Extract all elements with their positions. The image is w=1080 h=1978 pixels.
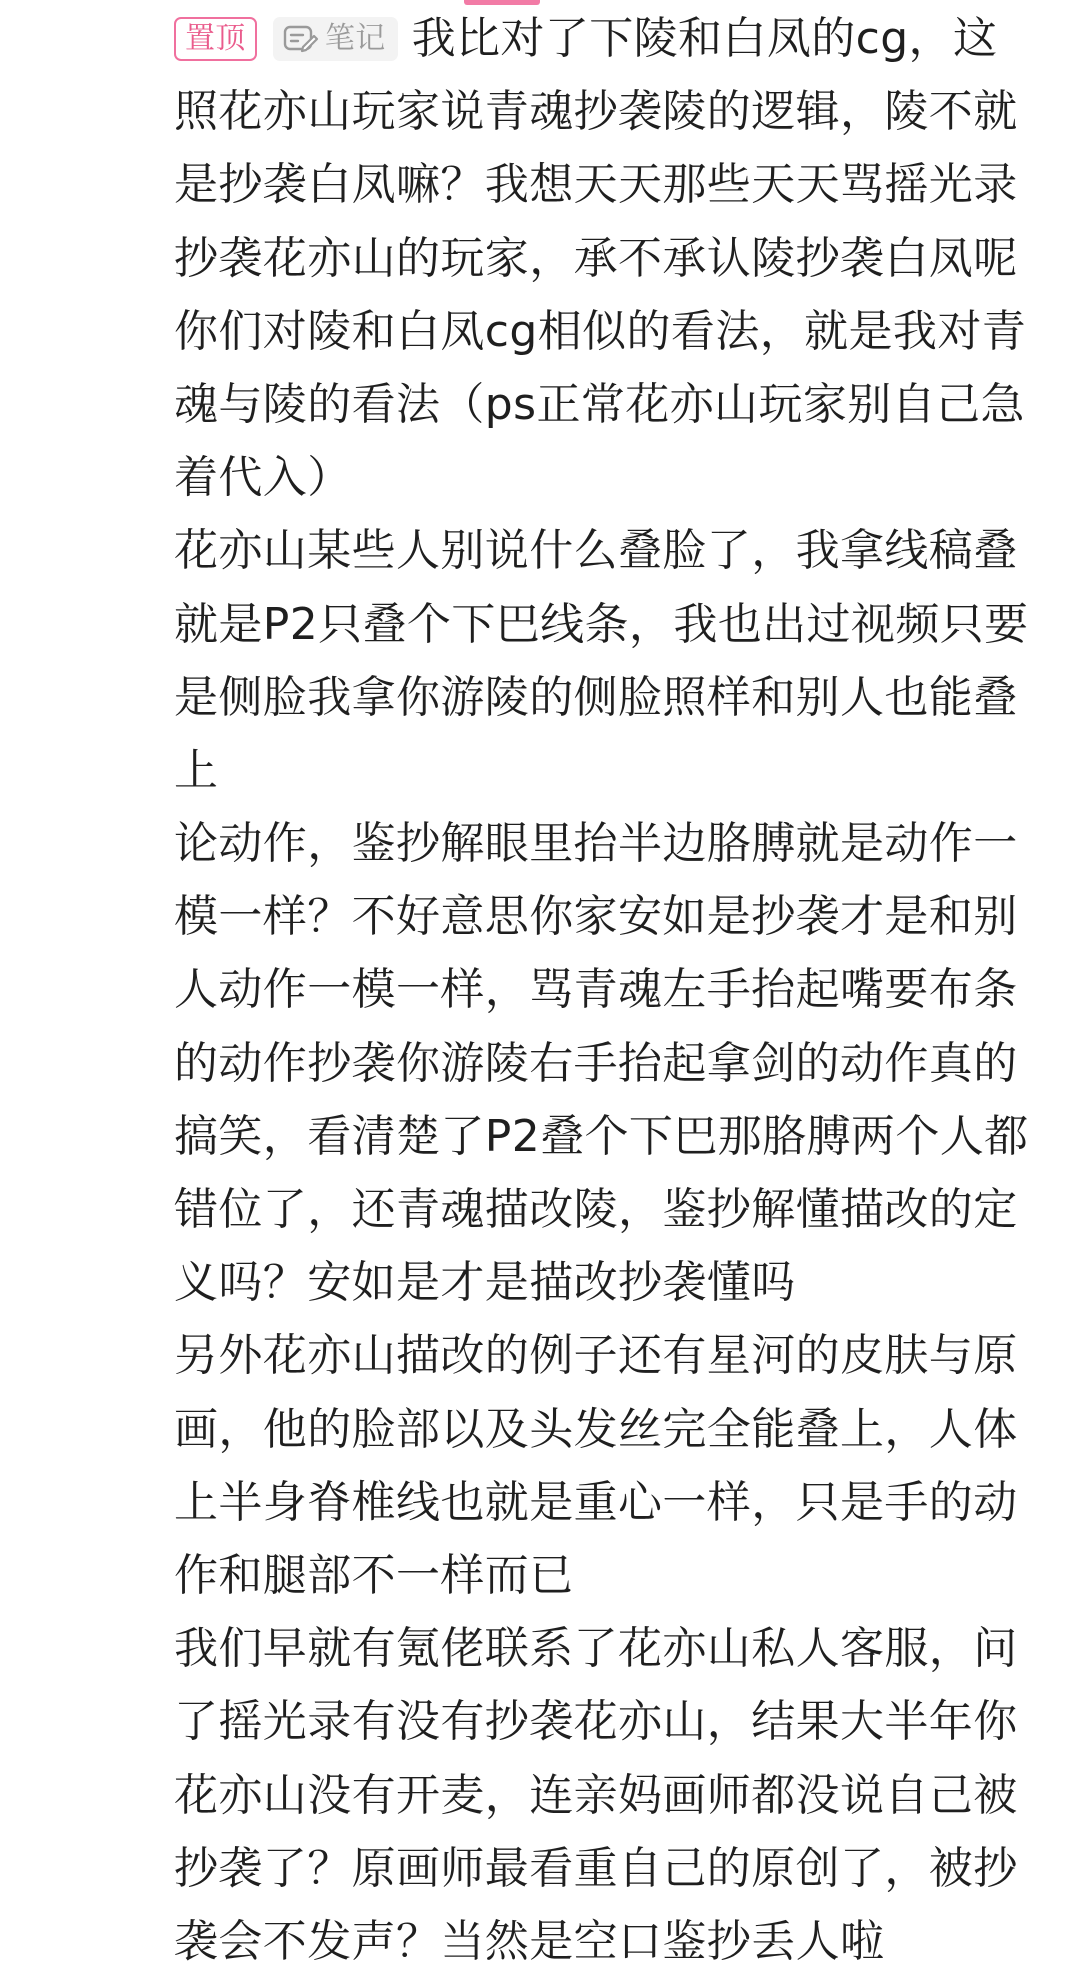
post-line: 我们早就有氪佬联系了花亦山私人客服，问	[174, 1623, 1018, 1675]
post-line: 花亦山某些人别说什么叠脸了，我拿线稿叠	[174, 525, 1018, 577]
post-line: 抄袭花亦山的玩家，承不承认陵抄袭白凤呢	[174, 232, 1018, 284]
note-tag-label: 笔记	[324, 20, 386, 56]
post-line: 搞笑，看清楚了P2叠个下巴那胳膊两个人都	[174, 1110, 1029, 1162]
post-line: 了摇光录有没有抄袭花亦山，结果大半年你	[174, 1696, 1018, 1748]
post-line: 着代入）	[174, 452, 352, 504]
post-line: 模一样？不好意思你家安如是抄袭才是和别	[174, 891, 1018, 943]
post-line	[174, 2, 1054, 75]
post-line: 花亦山没有开麦，连亲妈画师都没说自己被	[174, 1769, 1018, 1821]
post-line: 另外花亦山描改的例子还有星河的皮肤与原	[174, 1330, 1018, 1382]
post-line: 袭会不发声？当然是空口鉴抄丢人啦	[174, 1915, 885, 1967]
post-line: 照花亦山玩家说青魂抄袭陵的逻辑，陵不就	[174, 86, 1018, 138]
post-line: 魂与陵的看法（ps正常花亦山玩家别自己急	[174, 378, 1025, 430]
post-line: 上半身脊椎线也就是重心一样，只是手的动	[174, 1476, 1018, 1528]
post-line: 你们对陵和白凤cg相似的看法，就是我对青	[174, 305, 1027, 357]
post-line-text: 我比对了下陵和白凤的cg，这	[411, 13, 998, 64]
post-line: 作和腿部不一样而已	[174, 1549, 574, 1601]
post-line: 画，他的脸部以及头发丝完全能叠上，人体	[174, 1403, 1018, 1455]
post-line: 义吗？安如是才是描改抄袭懂吗	[174, 1257, 796, 1309]
note-edit-icon	[283, 23, 319, 55]
post-line: 论动作，鉴抄解眼里抬半边胳膊就是动作一	[174, 818, 1018, 870]
post-content	[174, 2, 1054, 1978]
post-line: 抄袭了？原画师最看重自己的原创了，被抄	[174, 1842, 1018, 1894]
post-line: 是抄袭白凤嘛？我想天天那些天天骂摇光录	[174, 159, 1018, 211]
note-tag[interactable]	[273, 17, 398, 61]
pinned-badge: 置顶	[174, 17, 257, 61]
post-line: 的动作抄袭你游陵右手抬起拿剑的动作真的	[174, 1037, 1018, 1089]
post-line: 是侧脸我拿你游陵的侧脸照样和别人也能叠	[174, 671, 1018, 723]
post-line: 人动作一模一样，骂青魂左手抬起嘴要布条	[174, 964, 1018, 1016]
post-line: 就是P2只叠个下巴线条，我也出过视频只要	[174, 598, 1029, 650]
post-line: 错位了，还青魂描改陵，鉴抄解懂描改的定	[174, 1184, 1018, 1235]
post-line: 上	[174, 744, 219, 796]
